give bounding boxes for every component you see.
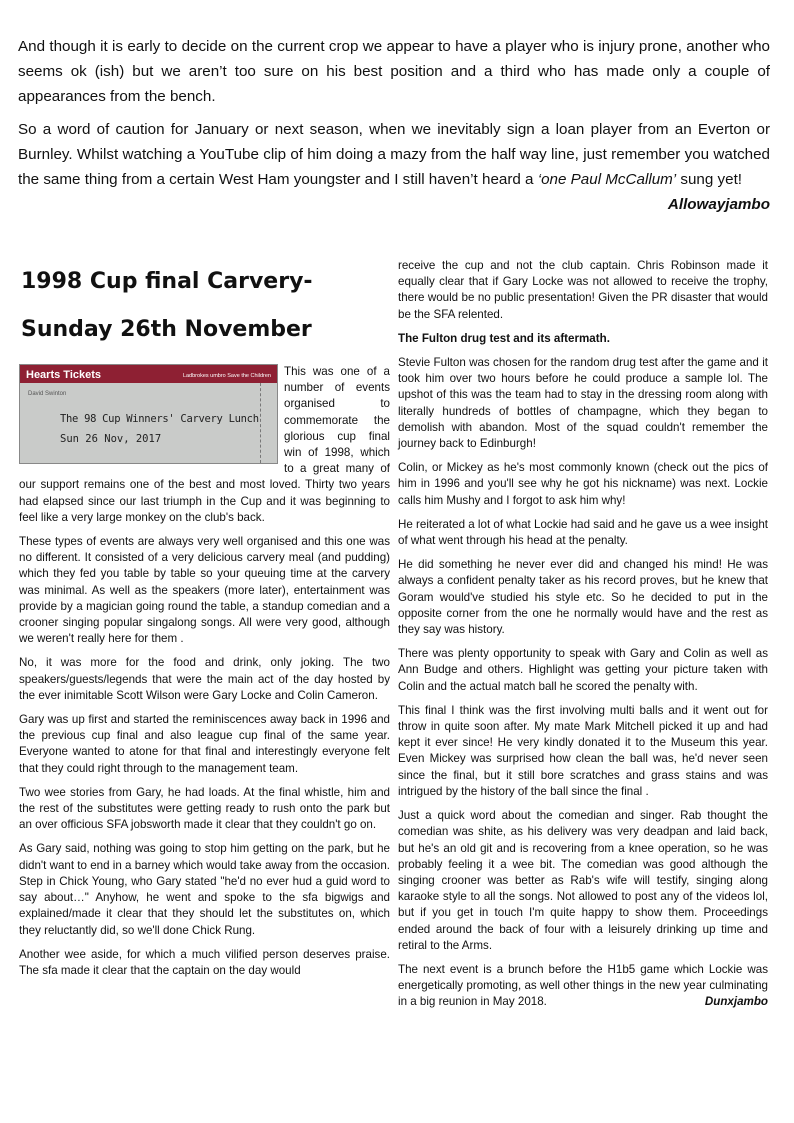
article-left-column — [19, 258, 390, 987]
body-paragraph: He did something he never ever did and changed his mind! He was always a confident penalty taker as his record proves, but he knew that Goram would've studied his style etc. So he decided to put in the opposite corner from the one he normally would have and the rest as they say was history. — [398, 558, 768, 637]
body-paragraph: receive the cup and not the club captain. Chris Robinson made it equally clear that if Gary Locke was not allowed to receive the trophy, there would be no public presentation! Given the PR disaster that would be the SFA relented. — [398, 259, 768, 321]
intro-text: So a word of caution for January or next season, when we inevitably sign a loan player from an Everton or Burnley. Whilst watching a YouTube clip of him doing a mazy from the half way line, just remember you watched the same thing from a certain West Ham youngster and I still haven’t heard a — [18, 121, 770, 188]
intro-signature: Allowayjambo — [667, 196, 770, 213]
article-signature: Dunxjambo — [704, 995, 768, 1009]
article-right-column — [398, 258, 768, 1019]
ticket-date: Sun 26 Nov, 2017 — [60, 433, 162, 445]
body-paragraph — [398, 962, 768, 1011]
closing-text: The next event is a brunch before the H1b5 game which Lockie was energetically promoting, as well other things in the new year culminating in a big reunion in May 2018. — [398, 962, 768, 1009]
article-title — [21, 258, 390, 354]
body-paragraph: No, it was more for the food and drink, only joking. The two speakers/guests/legends that were the main act of the day hosted by the ever inimitable Scott Wilson were Gary Locke and Colin Cameron. — [19, 656, 390, 702]
sponsor-logos: Ladbrokes umbro Save the Children — [182, 373, 271, 379]
ticket-event: The 98 Cup Winners' Carvery Lunch — [60, 413, 259, 425]
body-paragraph: This final I think was the first involving multi balls and it went out for throw in quite soon after. My mate Mark Mitchell picked it up and had kept it ever since! He very kindly donated it to the Museum this year. Even Mickey was surprised how clean the ball was, he'd never seen since the final, but it still bore scratches and grass stains and was intrigued by the history of the ball since the final . — [398, 703, 768, 798]
quoted-chant: ‘one Paul McCallum’ — [537, 171, 677, 188]
body-paragraph: He reiterated a lot of what Lockie had said and he gave us a wee insight of what went through his head at the penalty. — [398, 517, 768, 548]
ticket-stub — [260, 383, 277, 463]
ticket-brand: Hearts Tickets — [26, 369, 102, 381]
intro-paragraph — [18, 117, 770, 213]
body-paragraph: Just a quick word about the comedian and singer. Rab thought the comedian was shite, as his delivery was very deadpan and laid back, but he's an old git and is recovering from a knee operation, so he was probably feeling it a wee bit. The comedian was good although the singing crooner was better as Rab's wife will testify, singing along karaoke style to all the songs. Not allowed to post any of the videos lol, but if you get in touch I'm quite happy to show them. Proceedings ended around the back of four with a leisurely drinking up time and retiral to the Arms. — [398, 809, 768, 952]
body-paragraph: This was one of a number of events organised to commemorate the glorious cup final win of 1998, which to a great many of our support remains one of the best and most loved. Thirty two years had elapsed since our last triumph in the Cup and it was beginning to feel like a very large monkey on the club's back. — [19, 365, 390, 524]
intro-section — [18, 34, 770, 217]
ticket-holder: David Swinton — [28, 391, 67, 397]
title-line: Sunday 26th November — [21, 317, 312, 342]
body-paragraph: Gary was up first and started the reminiscences away back in 1996 and the previous cup final and also league cup final of the same year. Everyone wanted to atone for that final and interestingly everyone felt that they could right through to the management team. — [19, 713, 390, 775]
body-paragraph: As Gary said, nothing was going to stop him getting on the park, but he didn't want to end in a barney which would take away from the occasion. Step in Chick Young, who Gary stated "he'd no ever hud a guid word to say about…" Anyhow, he went and spoke to the sfa bigwigs and explained/made it clear that they should let the substitutes on, which they reluctantly did, so we'll done Chick Rung. — [19, 842, 390, 937]
body-paragraph: Stevie Fulton was chosen for the random drug test after the game and it took him over two hours before he could produce a sample lol. The upshot of this was the team had to stay in the dressing room along with literally hundreds of bottles of champagne, which they began to demolish with abandon. Most of the squad couldn't remember the journey back to Edinburgh! — [398, 356, 768, 451]
body-paragraph: Colin, or Mickey as he's most commonly known (check out the pics of him in 1996 and you'll see why he got his nickname) was next. Lockie calls him Mushy and I forgot to ask him why! — [398, 461, 768, 507]
intro-paragraph: And though it is early to decide on the current crop we appear to have a player who is injury prone, another who seems ok (ish) but we aren’t too sure on his best position and a third who has made only a couple of appearances from the bench. — [18, 38, 770, 105]
section-subheading: The Fulton drug test and its aftermath. — [398, 331, 610, 345]
intro-text: sung yet! — [676, 171, 743, 188]
body-paragraph: There was plenty opportunity to speak with Gary and Colin as well as Ann Budge and others. Highlight was getting your picture taken with Colin and the actual match ball he scored the penalty with. — [398, 647, 768, 693]
title-line: 1998 Cup final Carvery- — [21, 269, 313, 294]
body-paragraph: These types of events are always very well organised and this one was no different. It consisted of a very delicious carvery meal (and pudding) which they fed you table by table so your queuing time at the carvery was minimal. As well as the speakers (more later), entertainment was provide by a magician going round the table, a standup comedian and a crooner singing popular singalong songs. All were very good, although we weren't really here for them . — [19, 535, 390, 646]
body-paragraph: Another wee aside, for which a much vilified person deserves praise. The sfa made it clear that the captain on the day would — [19, 947, 390, 977]
body-paragraph: Two wee stories from Gary, he had loads. At the final whistle, him and the rest of the substitutes were getting ready to rush onto the park but an over officious SFA jobsworth made it clear that they couldn't go on. — [19, 785, 390, 832]
ticket-photo — [19, 364, 278, 464]
